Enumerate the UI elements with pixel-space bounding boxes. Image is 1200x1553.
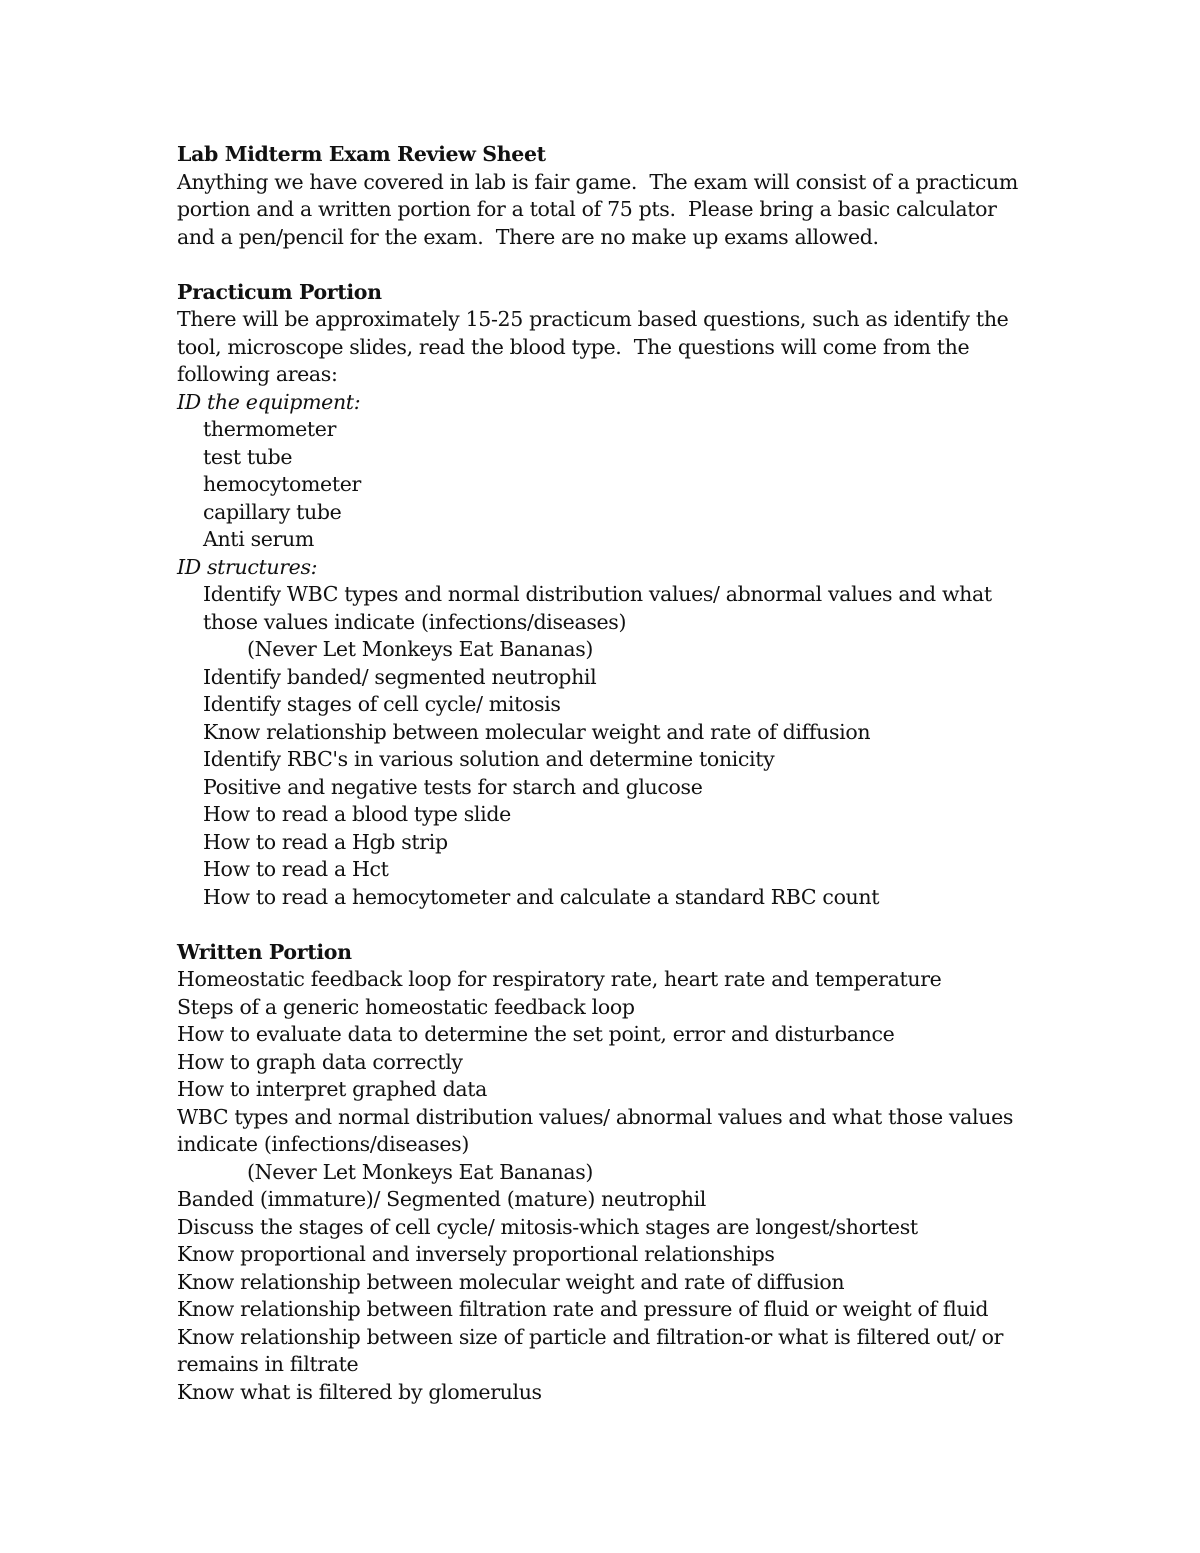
practicum-intro-line: tool, microscope slides, read the blood type. The questions will come from the (177, 334, 970, 359)
intro-line: portion and a written portion for a total of 75 pts. Please bring a basic calculator (177, 197, 997, 221)
structure-item: Identify banded/ segmented neutrophil (203, 664, 597, 689)
structure-item: How to read a blood type slide (203, 802, 511, 826)
document-title: Lab Midterm Exam Review Sheet (177, 142, 546, 166)
written-item: Know relationship between molecular weight and rate of diffusion (177, 1269, 845, 1294)
equipment-item: test tube (203, 444, 293, 469)
equipment-item: hemocytometer (203, 472, 361, 496)
written-item: Discuss the stages of cell cycle/ mitosis-which stages are longest/shortest (177, 1214, 918, 1239)
written-item: remains in filtrate (177, 1352, 359, 1376)
written-item: Steps of a generic homeostatic feedback loop (177, 994, 635, 1019)
structure-item: Identify WBC types and normal distribution values/ abnormal values and what (203, 582, 992, 606)
mnemonic: (Never Let Monkeys Eat Bananas) (247, 1159, 594, 1184)
written-item: How to interpret graphed data (177, 1077, 488, 1101)
written-item: Know relationship between filtration rate and pressure of fluid or weight of fluid (177, 1297, 989, 1321)
structure-item: Identify stages of cell cycle/ mitosis (203, 692, 561, 716)
equipment-item: capillary tube (203, 499, 342, 524)
structure-item: Positive and negative tests for starch and glucose (203, 774, 703, 799)
structure-item: How to read a Hct (203, 857, 389, 881)
equipment-label: ID the equipment: (177, 389, 361, 414)
written-item: Know proportional and inversely proportional relationships (177, 1242, 775, 1266)
structure-item: Identify RBC's in various solution and determine tonicity (203, 747, 775, 771)
structure-item: How to read a hemocytometer and calculate a standard RBC count (203, 884, 880, 909)
document-body (177, 141, 1057, 1406)
written-item: Know relationship between size of particle and filtration-or what is filtered out/ or (177, 1324, 1004, 1349)
practicum-intro-line: following areas: (177, 362, 338, 386)
written-item: How to evaluate data to determine the set point, error and disturbance (177, 1022, 895, 1046)
structure-item: those values indicate (infections/diseases) (203, 609, 627, 634)
structure-item: How to read a Hgb strip (203, 829, 448, 854)
written-item: indicate (infections/diseases) (177, 1132, 469, 1156)
practicum-intro-line: There will be approximately 15-25 practicum based questions, such as identify the (177, 307, 1009, 331)
written-heading: Written Portion (177, 939, 352, 964)
written-item: Know what is filtered by glomerulus (177, 1379, 542, 1404)
practicum-heading: Practicum Portion (177, 279, 382, 304)
intro-line: Anything we have covered in lab is fair game. The exam will consist of a practicum (177, 169, 1018, 194)
structure-item: Know relationship between molecular weight and rate of diffusion (203, 719, 871, 744)
written-item: How to graph data correctly (177, 1049, 463, 1074)
spacer (177, 911, 1057, 939)
written-item: Homeostatic feedback loop for respiratory rate, heart rate and temperature (177, 967, 942, 991)
equipment-item: Anti serum (203, 527, 314, 551)
intro-line: and a pen/pencil for the exam. There are no make up exams allowed. (177, 224, 879, 249)
mnemonic: (Never Let Monkeys Eat Bananas) (247, 637, 594, 661)
spacer (177, 251, 1057, 279)
written-item: Banded (immature)/ Segmented (mature) neutrophil (177, 1187, 707, 1211)
equipment-item: thermometer (203, 417, 337, 441)
structures-label: ID structures: (177, 554, 318, 579)
written-item: WBC types and normal distribution values/ abnormal values and what those values (177, 1104, 1014, 1129)
